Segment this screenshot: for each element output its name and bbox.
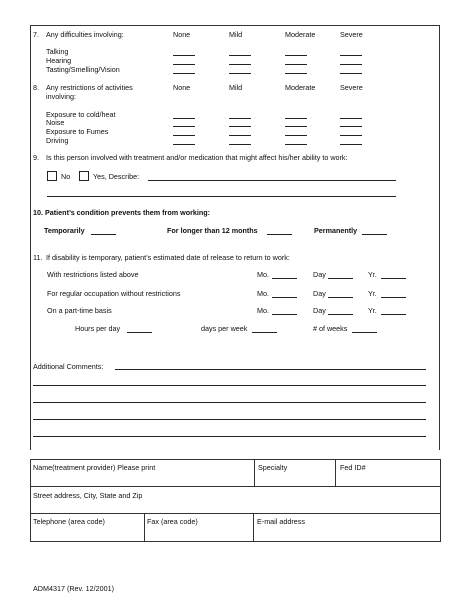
q8-noise-moderate[interactable] [285, 126, 307, 127]
q10-prompt [33, 208, 210, 217]
q7-talking-mild[interactable] [229, 55, 251, 56]
frame-right-border [439, 25, 440, 450]
q7-tasting-none[interactable] [173, 73, 195, 74]
q8-fumes-moderate[interactable] [285, 135, 307, 136]
q11-row-regular: For regular occupation without restrictions [47, 289, 181, 298]
q11-hours-label: Hours per day [75, 324, 121, 333]
comments-line-3[interactable] [33, 402, 426, 403]
q8-header-mild: Mild [229, 83, 243, 92]
q8-cold-severe[interactable] [340, 118, 362, 119]
q7-hearing-severe[interactable] [340, 64, 362, 65]
q8-item-noise: Noise [46, 118, 65, 127]
q8-driving-severe[interactable] [340, 144, 362, 145]
q8-prompt-line1: Any restrictions of activities [46, 83, 133, 92]
q8-fumes-none[interactable] [173, 135, 195, 136]
q8-cold-mild[interactable] [229, 118, 251, 119]
q10-permanently-label: Permanently [314, 226, 358, 235]
provider-col-divider-fedid [335, 459, 336, 486]
q8-number: 8. [33, 83, 39, 92]
provider-telephone-field[interactable]: Telephone (area code) [33, 517, 105, 526]
provider-name-field[interactable]: Name(treatment provider) Please print [33, 463, 156, 472]
q9-no-label: No [61, 172, 71, 181]
q8-cold-none[interactable] [173, 118, 195, 119]
comments-label: Additional Comments: [33, 362, 104, 371]
q11-r3-mo-label: Mo. [257, 306, 269, 315]
q7-talking-none[interactable] [173, 55, 195, 56]
q11-days-label: days per week [201, 324, 248, 333]
q11-r2-mo-blank[interactable] [272, 297, 297, 298]
q9-describe-line-1[interactable] [148, 180, 396, 181]
q7-talking-moderate[interactable] [285, 55, 307, 56]
q11-r3-yr-label: Yr. [368, 306, 377, 315]
provider-col-divider-specialty [254, 459, 255, 486]
q7-item-talking: Talking [46, 47, 69, 56]
q10-longer-label: For longer than 12 months [167, 226, 258, 235]
q8-item-cold-heat: Exposure to cold/heat [46, 110, 116, 119]
q10-permanently-blank[interactable] [362, 234, 387, 235]
q11-prompt: If disability is temporary, patient’s estimated date of release to return to work: [46, 253, 290, 262]
q7-item-hearing: Hearing [46, 56, 72, 65]
q9-yes-label: Yes, Describe: [93, 172, 140, 181]
q7-hearing-moderate[interactable] [285, 64, 307, 65]
q7-hearing-mild[interactable] [229, 64, 251, 65]
q8-header-none: None [173, 83, 191, 92]
q8-driving-moderate[interactable] [285, 144, 307, 145]
provider-row-divider-2 [30, 513, 440, 514]
q7-number: 7. [33, 30, 39, 39]
q7-tasting-mild[interactable] [229, 73, 251, 74]
q11-row-parttime: On a part-time basis [47, 306, 112, 315]
q11-days-blank[interactable] [252, 332, 277, 333]
q10-number: 10. [33, 208, 43, 217]
q8-header-severe: Severe [340, 83, 363, 92]
comments-line-4[interactable] [33, 419, 426, 420]
q7-item-tasting: Tasting/Smelling/Vision [46, 65, 120, 74]
provider-specialty-field[interactable]: Specialty [258, 463, 288, 472]
q11-row-restrictions: With restrictions listed above [47, 270, 139, 279]
q8-header-moderate: Moderate [285, 83, 316, 92]
q8-prompt-line2: involving: [46, 92, 76, 101]
q11-r1-mo-blank[interactable] [272, 278, 297, 279]
q8-noise-mild[interactable] [229, 126, 251, 127]
provider-email-field[interactable]: E-mail address [257, 517, 305, 526]
q11-r2-yr-blank[interactable] [381, 297, 406, 298]
q10-temporarily-blank[interactable] [91, 234, 116, 235]
q8-cold-moderate[interactable] [285, 118, 307, 119]
q11-r3-yr-blank[interactable] [381, 314, 406, 315]
q11-r2-yr-label: Yr. [368, 289, 377, 298]
q8-driving-none[interactable] [173, 144, 195, 145]
q10-temporarily-label: Temporarily [44, 226, 85, 235]
q7-hearing-none[interactable] [173, 64, 195, 65]
q11-r1-day-blank[interactable] [328, 278, 353, 279]
q9-yes-checkbox[interactable] [79, 171, 89, 181]
comments-line-5[interactable] [33, 436, 426, 437]
q11-r1-yr-blank[interactable] [381, 278, 406, 279]
frame-top-border [30, 25, 439, 26]
q8-fumes-mild[interactable] [229, 135, 251, 136]
q9-number: 9. [33, 153, 39, 162]
q7-header-severe: Severe [340, 30, 363, 39]
q11-r2-mo-label: Mo. [257, 289, 269, 298]
provider-row-divider-1 [30, 486, 440, 487]
provider-address-field[interactable]: Street address, City, State and Zip [33, 491, 143, 500]
q7-tasting-severe[interactable] [340, 73, 362, 74]
q11-r2-day-blank[interactable] [328, 297, 353, 298]
q8-fumes-severe[interactable] [340, 135, 362, 136]
provider-fedid-field[interactable]: Fed ID# [340, 463, 366, 472]
q11-r1-yr-label: Yr. [368, 270, 377, 279]
q7-talking-severe[interactable] [340, 55, 362, 56]
q11-number: 11. [33, 253, 43, 262]
comments-line-1[interactable] [115, 369, 426, 370]
q11-r2-day-label: Day [313, 289, 326, 298]
q7-tasting-moderate[interactable] [285, 73, 307, 74]
frame-left-border [30, 25, 31, 450]
comments-line-2[interactable] [33, 385, 426, 386]
q11-weeks-blank[interactable] [352, 332, 377, 333]
q8-item-fumes: Exposure to Fumes [46, 127, 109, 136]
q7-header-moderate: Moderate [285, 30, 316, 39]
q11-r3-mo-blank[interactable] [272, 314, 297, 315]
q8-noise-severe[interactable] [340, 126, 362, 127]
q7-prompt: Any difficulties involving: [46, 30, 124, 39]
q8-noise-none[interactable] [173, 126, 195, 127]
q9-prompt: Is this person involved with treatment and/or medication that might affect his/her ability to work: [46, 153, 348, 162]
q7-header-none: None [173, 30, 191, 39]
q8-item-driving: Driving [46, 136, 69, 145]
q11-r3-day-blank[interactable] [328, 314, 353, 315]
provider-col-divider-email [253, 513, 254, 541]
q10-prompt-text: Patient’s condition prevents them from working: [45, 208, 211, 217]
q10-longer-blank[interactable] [267, 234, 292, 235]
q11-r3-day-label: Day [313, 306, 326, 315]
q9-describe-line-2[interactable] [47, 196, 396, 197]
q11-hours-blank[interactable] [127, 332, 152, 333]
q7-header-mild: Mild [229, 30, 243, 39]
provider-col-divider-fax [144, 513, 145, 541]
q11-r1-mo-label: Mo. [257, 270, 269, 279]
q8-driving-mild[interactable] [229, 144, 251, 145]
q11-r1-day-label: Day [313, 270, 326, 279]
q9-no-checkbox[interactable] [47, 171, 57, 181]
provider-fax-field[interactable]: Fax (area code) [147, 517, 198, 526]
form-id-footer: ADM4317 (Rev. 12/2001) [33, 584, 114, 593]
q11-weeks-label: # of weeks [313, 324, 348, 333]
